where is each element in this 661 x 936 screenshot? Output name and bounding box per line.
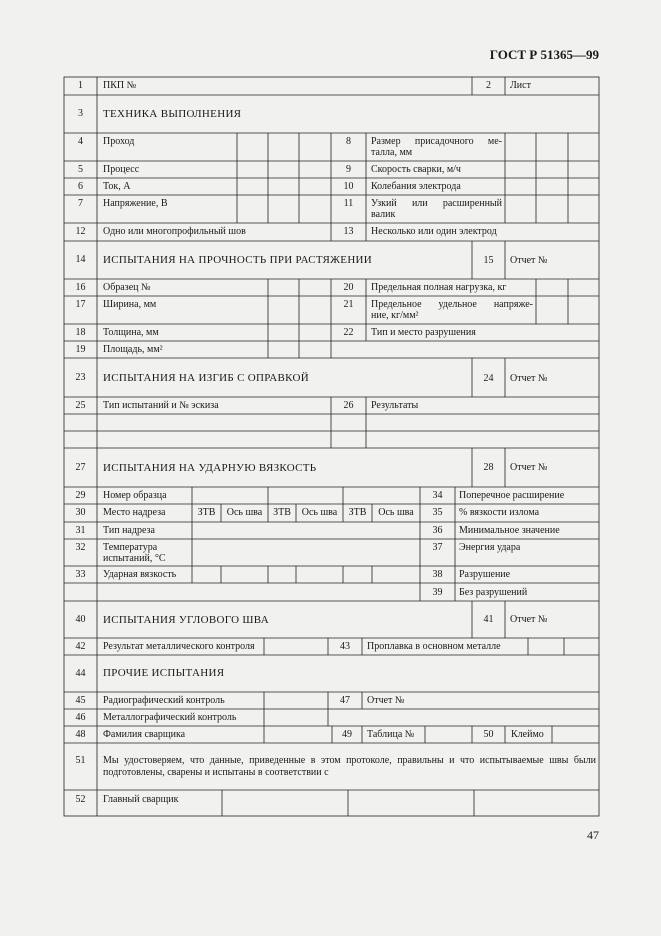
section-title-tensile: ИСПЫТАНИЯ НА ПРОЧНОСТЬ ПРИ РАСТЯЖЕНИИ — [103, 254, 373, 266]
section-title-bend: ИСПЫТАНИЯ НА ИЗГИБ С ОПРАВКОЙ — [103, 372, 309, 384]
row-number: 49 — [342, 729, 352, 740]
field-label-filler-size: Размер присадочного ме- — [371, 136, 502, 147]
row-number: 26 — [343, 400, 354, 411]
field-label-impact-energy: Энергия удара — [459, 542, 521, 553]
field-label-sheet: Лист — [510, 80, 531, 91]
row-number: 12 — [75, 226, 86, 237]
row-number: 23 — [75, 372, 86, 383]
row-number: 9 — [346, 164, 351, 175]
column-haz-2: ЗТВ — [273, 507, 291, 518]
field-label-radiographic: Радиографический контроль — [103, 695, 225, 706]
column-weld-axis-1: Ось шва — [226, 507, 263, 518]
field-label-bead: Узкий или расширенный — [371, 198, 502, 209]
row-number: 22 — [343, 327, 354, 338]
field-label-voltage: Напряжение, В — [103, 198, 168, 209]
field-label-current: Ток, А — [103, 181, 131, 192]
field-label-table: Таблица № — [367, 729, 415, 740]
field-label-base-penetration: Проплавка в основном металле — [367, 641, 501, 652]
row-number: 32 — [75, 542, 86, 553]
certification-statement: Мы удостоверяем, что данные, приведенные в этом протоколе, правильны и что испытываемые швы были подготовлены, сварены и испытаны в соответствии с — [103, 755, 596, 778]
row-number: 45 — [75, 695, 86, 706]
row-number: 46 — [75, 712, 86, 723]
field-label-temperature-cont: испытаний, °С — [103, 553, 166, 564]
section-title-impact: ИСПЫТАНИЯ НА УДАРНУЮ ВЯЗКОСТЬ — [103, 462, 317, 474]
field-label-report: Отчет № — [510, 255, 548, 266]
row-number: 34 — [432, 490, 443, 501]
row-number: 16 — [75, 282, 86, 293]
field-label-fracture: Разрушение — [459, 569, 511, 580]
row-number: 39 — [432, 587, 443, 598]
row-number: 2 — [486, 80, 491, 91]
field-label-metal-control: Результат металлического контроля — [103, 641, 255, 652]
row-number: 42 — [75, 641, 86, 652]
field-label-width: Ширина, мм — [103, 299, 157, 310]
row-number: 15 — [483, 255, 494, 266]
column-weld-axis-2: Ось шва — [301, 507, 338, 518]
field-label-notch-location: Место надреза — [103, 507, 166, 518]
field-label-thickness: Толщина, мм — [103, 327, 159, 338]
row-number: 37 — [432, 542, 443, 553]
row-number: 5 — [78, 164, 83, 175]
column-weld-axis-3: Ось шва — [378, 507, 414, 518]
field-label-fracture-type: Тип и место разрушения — [371, 327, 476, 338]
column-haz-1: ЗТВ — [197, 507, 216, 518]
field-label-lateral-expansion: Поперечное расширение — [459, 490, 565, 501]
field-label-stamp: Клеймо — [511, 729, 544, 740]
section-title-fillet: ИСПЫТАНИЯ УГЛОВОГО ШВА — [103, 614, 269, 626]
row-number: 25 — [75, 400, 86, 411]
column-haz-3: ЗТВ — [348, 507, 367, 518]
row-number: 8 — [346, 136, 351, 147]
row-number: 35 — [432, 507, 443, 518]
field-label-chief-welder: Главный сварщик — [103, 794, 179, 805]
field-label-bead-cont: валик — [371, 209, 396, 220]
field-label-test-type: Тип испытаний и № эскиза — [103, 400, 219, 411]
row-number: 52 — [75, 794, 86, 805]
field-label-pkp: ПКП № — [103, 80, 137, 91]
row-number: 41 — [483, 614, 494, 625]
field-label-no-fracture: Без разрушений — [459, 587, 528, 598]
field-label-ultimate-stress: Предельное удельное напряже- — [371, 299, 533, 310]
row-number: 51 — [75, 755, 86, 766]
field-label-speed: Скорость сварки, м/ч — [371, 164, 461, 175]
document-header: ГОСТ Р 51365—99 — [489, 47, 599, 62]
row-number: 30 — [75, 507, 86, 518]
field-label-notch-type: Тип надреза — [103, 525, 155, 536]
row-number: 1 — [78, 80, 83, 91]
field-label-ultimate-stress-cont: ние, кг/мм² — [371, 310, 419, 321]
field-label-report: Отчет № — [367, 695, 405, 706]
row-number: 20 — [343, 282, 354, 293]
row-number: 7 — [78, 198, 83, 209]
row-number: 31 — [75, 525, 86, 536]
field-label-metallographic: Металлографический контроль — [103, 712, 237, 723]
field-label-shear-fracture: % вязкости излома — [459, 507, 540, 518]
row-number: 38 — [432, 569, 443, 580]
row-number: 21 — [343, 299, 354, 310]
row-number: 40 — [75, 614, 86, 625]
field-label-report: Отчет № — [510, 462, 548, 473]
row-number: 19 — [75, 344, 86, 355]
field-label-results: Результаты — [371, 400, 419, 411]
field-label-welder-name: Фамилия сварщика — [103, 729, 186, 740]
row-number: 28 — [483, 462, 494, 473]
field-label-process: Процесс — [103, 164, 140, 175]
field-label-specimen: Образец № — [103, 282, 151, 293]
field-label-minimum-value: Минимальное значение — [459, 525, 560, 536]
row-number: 29 — [75, 490, 86, 501]
field-label-specimen-number: Номер образца — [103, 490, 167, 501]
row-number: 33 — [75, 569, 86, 580]
row-number: 44 — [75, 668, 86, 679]
row-number: 11 — [343, 198, 354, 209]
row-number: 10 — [343, 181, 354, 192]
row-number: 13 — [343, 226, 354, 237]
field-label-electrodes: Несколько или один электрод — [371, 226, 497, 237]
section-title-other: ПРОЧИЕ ИСПЫТАНИЯ — [103, 667, 225, 679]
row-number: 18 — [75, 327, 86, 338]
field-label-area: Площадь, мм² — [103, 344, 163, 355]
row-number: 17 — [75, 299, 86, 310]
row-number: 3 — [78, 108, 83, 119]
row-number: 47 — [340, 695, 350, 706]
row-number: 50 — [483, 729, 494, 740]
row-number: 14 — [75, 254, 86, 265]
field-label-single-multi: Одно или многопрофильный шов — [103, 226, 246, 237]
field-label-filler-size-cont: талла, мм — [371, 147, 413, 158]
field-label-temperature: Температура — [103, 542, 158, 553]
section-title-technique: ТЕХНИКА ВЫПОЛНЕНИЯ — [103, 108, 242, 120]
field-label-pass: Проход — [103, 136, 135, 147]
row-number: 48 — [75, 729, 86, 740]
field-label-report: Отчет № — [510, 373, 548, 384]
field-label-oscillation: Колебания электрода — [371, 181, 461, 192]
row-number: 36 — [432, 525, 443, 536]
page-number: 47 — [587, 828, 599, 842]
field-label-toughness: Ударная вязкость — [103, 569, 177, 580]
row-number: 4 — [78, 136, 83, 147]
row-number: 6 — [78, 181, 83, 192]
row-number: 24 — [483, 373, 494, 384]
row-number: 43 — [340, 641, 350, 652]
field-label-report: Отчет № — [510, 614, 548, 625]
field-label-ultimate-load: Предельная полная нагрузка, кг — [371, 282, 507, 293]
row-number: 27 — [75, 462, 86, 473]
